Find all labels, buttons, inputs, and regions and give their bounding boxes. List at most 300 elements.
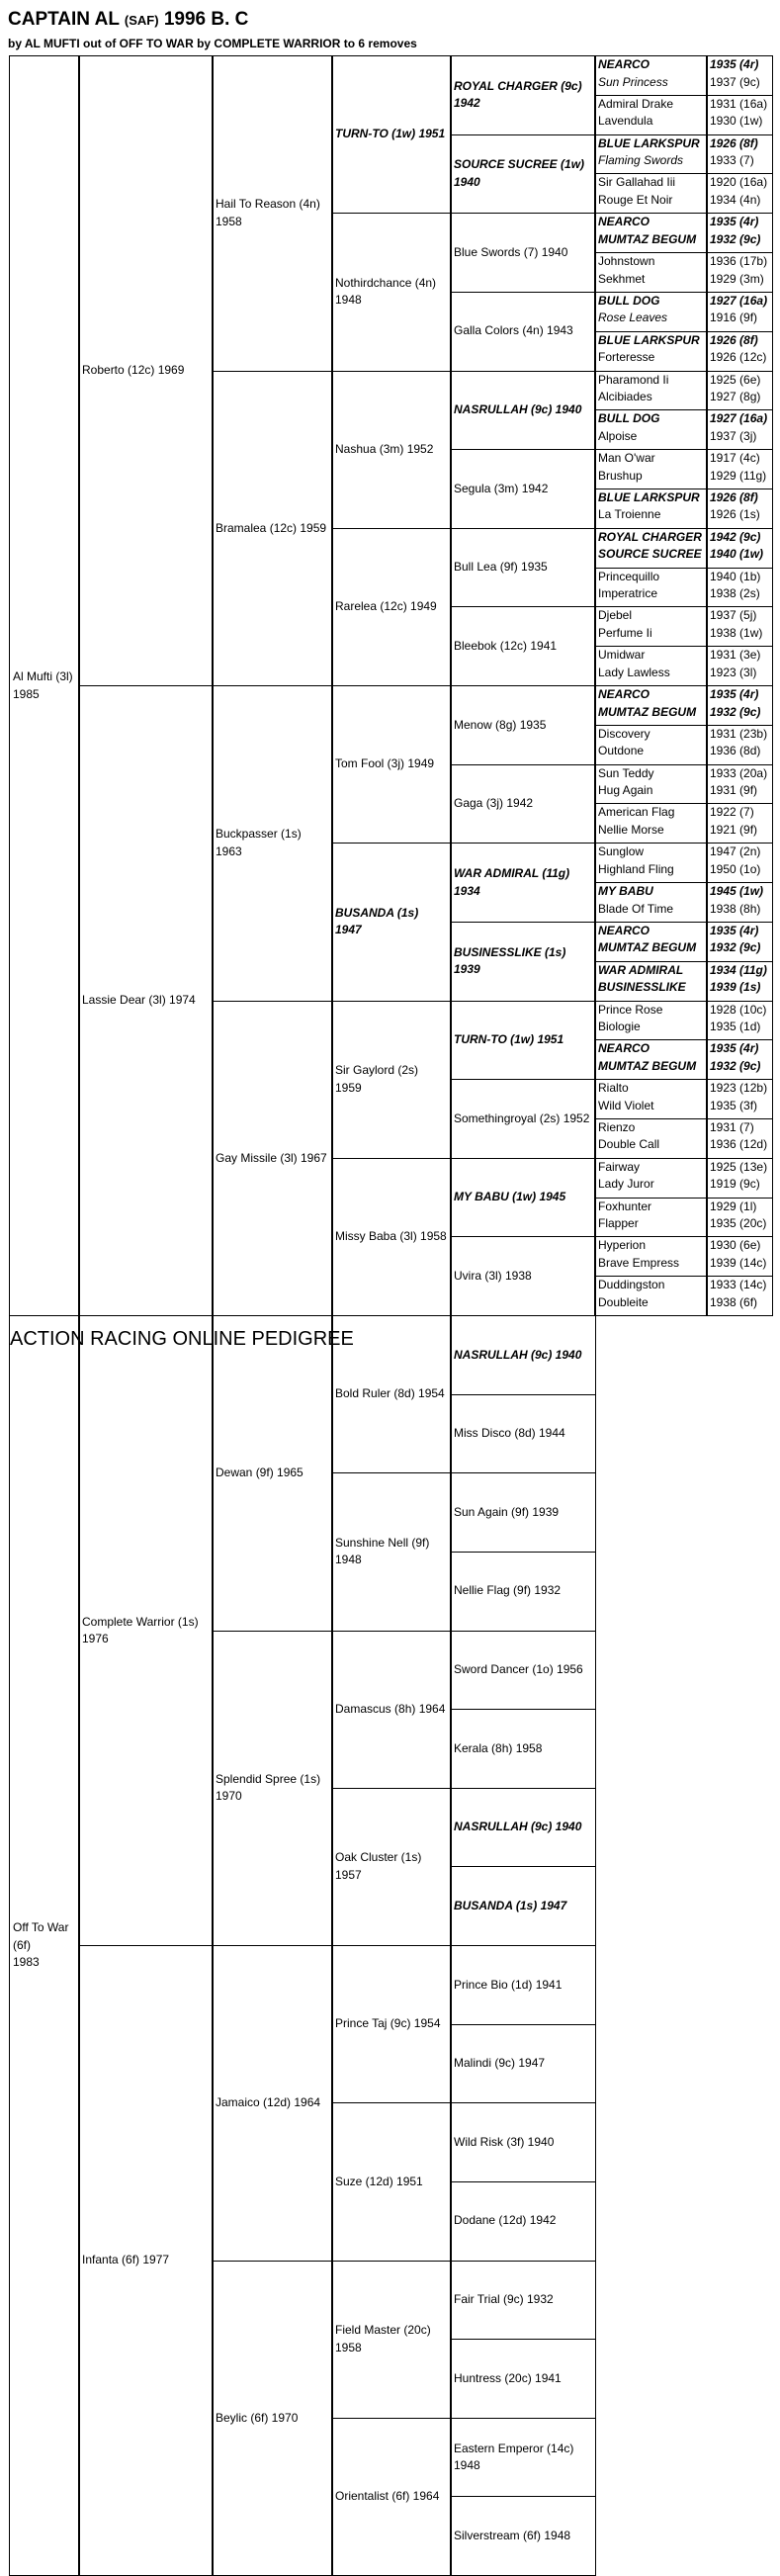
ancestor-name: Highland Fling	[598, 861, 704, 879]
ancestor-name: Outdone	[598, 743, 704, 760]
ancestor-name: Huntress (20c) 1941	[454, 2370, 562, 2388]
ancestor-name: Foxhunter	[598, 1199, 704, 1216]
gen6-ancestor-pair	[594, 1001, 708, 1041]
gen5-ancestor	[450, 2261, 596, 2341]
ancestor-name: Dewan (9f) 1965	[216, 1465, 303, 1482]
gen6-year-family	[706, 803, 773, 844]
gen6-ancestor-pair	[594, 725, 708, 765]
ancestor-family: (9f)	[739, 311, 757, 324]
ancestor-name: TURN-TO (1w) 1951	[335, 126, 445, 143]
ancestor-name: La Troienne	[598, 506, 704, 524]
gen6-ancestor-pair	[594, 528, 708, 569]
ancestor-year: 1940	[710, 570, 737, 583]
gen5-ancestor	[450, 1552, 596, 1632]
ancestor-year: 1932	[710, 940, 737, 954]
ancestor-family: (9c)	[739, 232, 760, 246]
ancestor-year-family	[710, 113, 769, 131]
gen5-ancestor	[450, 1315, 596, 1395]
ancestor-year: 1926	[710, 507, 737, 521]
ancestor-year-family	[710, 1277, 769, 1294]
ancestor-name: Wild Violet	[598, 1098, 704, 1115]
ancestor-name: Alcibiades	[598, 389, 704, 406]
gen6-year-family	[706, 843, 773, 883]
ancestor-name: Beylic (6f) 1970	[216, 2410, 298, 2428]
ancestor-year-family	[710, 450, 769, 468]
ancestor-year-family	[710, 1019, 769, 1036]
gen6-ancestor-pair	[594, 134, 708, 175]
ancestor-name: Fair Trial (9c) 1932	[454, 2291, 554, 2309]
ancestor-year-family	[710, 56, 769, 74]
ancestor-name: Miss Disco (8d) 1944	[454, 1425, 565, 1443]
ancestor-year-family	[710, 1199, 769, 1216]
ancestor-name: Bramalea (12c) 1959	[216, 520, 326, 538]
ancestor-family: (8d)	[739, 744, 760, 757]
ancestor-year-family	[710, 372, 769, 390]
gen6-year-family	[706, 528, 773, 569]
ancestor-name: Johnstown	[598, 253, 704, 271]
gen6-ancestor-pair	[594, 252, 708, 293]
ancestor-year: 1929	[710, 272, 737, 286]
ancestor-year: 1935	[710, 1099, 737, 1112]
gen6-year-family	[706, 292, 773, 332]
ancestor-year-family	[710, 686, 769, 704]
ancestor-family: (1o)	[739, 862, 760, 876]
ancestor-year: 1938	[710, 586, 737, 600]
gen6-ancestor-pair	[594, 568, 708, 608]
gen5-ancestor	[450, 606, 596, 686]
ancestor-family: (8h)	[739, 902, 760, 916]
ancestor-year: 1947	[710, 844, 737, 858]
ancestor-name: Roberto (12c) 1969	[82, 362, 184, 380]
ancestor-name: Wild Risk (3f) 1940	[454, 2134, 554, 2152]
gen5-ancestor	[450, 1945, 596, 2025]
ancestor-year: 1927	[710, 294, 737, 308]
ancestor-family: (8f)	[739, 136, 758, 150]
ancestor-year-family	[710, 743, 769, 760]
ancestor-year-family	[710, 428, 769, 446]
ancestor-name: Djebel	[598, 607, 704, 625]
ancestor-year: 1933	[710, 153, 737, 167]
gen4-ancestor	[331, 843, 452, 1001]
ancestor-name: Sir Gaylord (2s) 1959	[335, 1062, 418, 1097]
ancestor-year-family	[710, 607, 769, 625]
ancestor-family: (16a)	[739, 175, 767, 189]
ancestor-name: Flaming Swords	[598, 152, 704, 170]
gen5-ancestor	[450, 1001, 596, 1081]
gen6-year-family	[706, 1079, 773, 1119]
ancestor-name: BULL DOG	[598, 293, 704, 311]
gen6-ancestor-pair	[594, 1079, 708, 1119]
ancestor-year-family	[710, 979, 769, 997]
ancestor-year: 1939	[710, 1256, 737, 1270]
ancestor-year-family	[710, 962, 769, 980]
ancestor-name: Sunshine Nell (9f) 1948	[335, 1535, 429, 1569]
ancestor-name: MUMTAZ BEGUM	[598, 1058, 704, 1076]
ancestor-year: 1935	[710, 1216, 737, 1230]
gen5-ancestor	[450, 685, 596, 765]
gen6-year-family	[706, 55, 773, 96]
gen1-ancestor	[9, 55, 80, 1316]
ancestor-year: 1927	[710, 411, 737, 425]
ancestor-name: BLUE LARKSPUR	[598, 332, 704, 350]
ancestor-family: (9c)	[739, 940, 760, 954]
ancestor-year: 1927	[710, 390, 737, 403]
ancestor-family: (17b)	[739, 254, 767, 268]
ancestor-year-family	[710, 152, 769, 170]
ancestor-year: 1926	[710, 350, 737, 364]
gen6-ancestor-pair	[594, 1039, 708, 1080]
gen5-ancestor	[450, 764, 596, 844]
ancestor-year: 1917	[710, 451, 737, 465]
ancestor-year: 1925	[710, 1160, 737, 1174]
gen4-ancestor	[331, 1001, 452, 1159]
ancestor-year: 1929	[710, 469, 737, 483]
ancestor-year: 1932	[710, 1059, 737, 1073]
ancestor-name: Off To War (6f) 1983	[13, 1919, 68, 1972]
ancestor-name: BUSINESSLIKE	[598, 979, 704, 997]
ancestor-name: Prince Rose	[598, 1002, 704, 1020]
ancestor-year: 1932	[710, 232, 737, 246]
ancestor-family: (11g)	[739, 469, 766, 483]
ancestor-year: 1928	[710, 1003, 737, 1017]
ancestor-year: 1935	[710, 1020, 737, 1033]
ancestor-family: (20a)	[739, 766, 767, 780]
ancestor-year: 1922	[710, 805, 737, 819]
gen3-ancestor	[212, 1945, 333, 2262]
ancestor-name: Lady Lawless	[598, 665, 704, 682]
ancestor-family: (3e)	[739, 648, 760, 662]
ancestor-name: NEARCO	[598, 686, 704, 704]
ancestor-year: 1934	[710, 963, 737, 977]
ancestor-year-family	[710, 782, 769, 800]
gen6-ancestor-pair	[594, 449, 708, 489]
ancestor-year-family	[710, 253, 769, 271]
ancestor-year-family	[710, 310, 769, 327]
ancestor-year-family	[710, 271, 769, 289]
ancestor-name: Silverstream (6f) 1948	[454, 2528, 570, 2545]
ancestor-name: MY BABU (1w) 1945	[454, 1189, 565, 1206]
ancestor-name: Damascus (8h) 1964	[335, 1701, 445, 1719]
ancestor-year-family	[710, 625, 769, 643]
ancestor-year-family	[710, 923, 769, 940]
ancestor-year: 1926	[710, 333, 737, 347]
ancestor-family: (1w)	[739, 547, 763, 561]
ancestor-name: Menow (8g) 1935	[454, 717, 546, 735]
ancestor-year: 1937	[710, 429, 737, 443]
ancestor-name: BULL DOG	[598, 410, 704, 428]
ancestor-year: 1938	[710, 1295, 737, 1309]
horse-year-sex: 1996 B. C	[164, 9, 249, 30]
ancestor-year: 1936	[710, 1137, 737, 1151]
ancestor-year: 1919	[710, 1177, 737, 1191]
ancestor-name: Tom Fool (3j) 1949	[335, 755, 434, 773]
ancestor-year: 1935	[710, 1041, 737, 1055]
gen5-ancestor	[450, 1158, 596, 1238]
ancestor-family: (4c)	[739, 451, 760, 465]
gen5-ancestor	[450, 1079, 596, 1159]
ancestor-year: 1930	[710, 1238, 737, 1252]
ancestor-year: 1935	[710, 215, 737, 228]
ancestor-name: Rouge Et Noir	[598, 192, 704, 210]
ancestor-name: NASRULLAH (9c) 1940	[454, 1347, 581, 1365]
ancestor-family: (7)	[739, 1120, 754, 1134]
gen6-ancestor-pair	[594, 55, 708, 96]
ancestor-family: (9c)	[739, 1059, 760, 1073]
ancestor-year: 1933	[710, 1278, 737, 1291]
ancestor-name: Nashua (3m) 1952	[335, 441, 433, 459]
gen5-ancestor	[450, 1394, 596, 1474]
ancestor-year-family	[710, 468, 769, 486]
ancestor-name: NASRULLAH (9c) 1940	[454, 401, 581, 419]
ancestor-name: NEARCO	[598, 56, 704, 74]
ancestor-family: (1w)	[739, 884, 763, 898]
ancestor-name: Orientalist (6f) 1964	[335, 2488, 439, 2506]
gen5-ancestor	[450, 2496, 596, 2576]
ancestor-name: Uvira (3l) 1938	[454, 1268, 532, 1286]
gen4-ancestor	[331, 1788, 452, 1946]
ancestor-name: Rose Leaves	[598, 310, 704, 327]
ancestor-year-family	[710, 349, 769, 367]
gen4-ancestor	[331, 1945, 452, 2103]
ancestor-year-family	[710, 704, 769, 722]
ancestor-name: Hyperion	[598, 1237, 704, 1255]
ancestor-year-family	[710, 546, 769, 564]
ancestor-name: Princequillo	[598, 569, 704, 586]
gen6-ancestor-pair	[594, 95, 708, 135]
ancestor-family: (4n)	[739, 193, 760, 207]
gen5-ancestor	[450, 843, 596, 923]
ancestor-family: (9c)	[739, 1177, 760, 1191]
ancestor-name: Rarelea (12c) 1949	[335, 598, 437, 616]
ancestor-year: 1932	[710, 705, 737, 719]
ancestor-family: (7)	[739, 805, 754, 819]
gen6-year-family	[706, 922, 773, 962]
ancestor-year: 1936	[710, 744, 737, 757]
ancestor-name: MUMTAZ BEGUM	[598, 939, 704, 957]
ancestor-year-family	[710, 192, 769, 210]
gen5-ancestor	[450, 1631, 596, 1711]
gen6-year-family	[706, 489, 773, 529]
ancestor-name: Splendid Spree (1s) 1970	[216, 1771, 320, 1806]
ancestor-name: Bold Ruler (8d) 1954	[335, 1385, 445, 1403]
ancestor-name: Sun Teddy	[598, 765, 704, 783]
ancestor-year: 1936	[710, 254, 737, 268]
gen4-ancestor	[331, 213, 452, 371]
ancestor-year-family	[710, 214, 769, 231]
gen6-year-family	[706, 725, 773, 765]
gen6-ancestor-pair	[594, 1118, 708, 1159]
ancestor-year-family	[710, 506, 769, 524]
footer-credit: ACTION RACING ONLINE PEDIGREE	[10, 1328, 354, 1351]
ancestor-year-family	[710, 293, 769, 311]
ancestor-family: (9c)	[739, 705, 760, 719]
ancestor-name: Kerala (8h) 1958	[454, 1740, 542, 1758]
gen3-ancestor	[212, 55, 333, 372]
ancestor-family: (8f)	[739, 333, 758, 347]
gen6-ancestor-pair	[594, 1158, 708, 1199]
ancestor-name: Alpoise	[598, 428, 704, 446]
ancestor-family: (7)	[739, 153, 754, 167]
ancestor-year: 1950	[710, 862, 737, 876]
gen3-ancestor	[212, 1001, 333, 1317]
ancestor-name: Umidwar	[598, 647, 704, 665]
ancestor-year-family	[710, 726, 769, 744]
ancestor-year-family	[710, 1215, 769, 1233]
ancestor-name: BUSANDA (1s) 1947	[454, 1898, 566, 1915]
gen6-ancestor-pair	[594, 1236, 708, 1277]
gen4-ancestor	[331, 1472, 452, 1631]
ancestor-year-family	[710, 844, 769, 861]
ancestor-name: Al Mufti (3l) 1985	[13, 668, 73, 703]
ancestor-year-family	[710, 389, 769, 406]
ancestor-family: (16a)	[739, 294, 767, 308]
ancestor-family: (16a)	[739, 411, 767, 425]
gen6-year-family	[706, 331, 773, 372]
ancestor-year: 1931	[710, 648, 737, 662]
ancestor-family: (3j)	[739, 429, 756, 443]
ancestor-name: Prince Bio (1d) 1941	[454, 1977, 562, 1995]
ancestor-family: (4r)	[739, 687, 758, 701]
gen6-ancestor-pair	[594, 173, 708, 214]
ancestor-name: Imperatrice	[598, 585, 704, 603]
pedigree-subtitle: by AL MUFTI out of OFF TO WAR by COMPLETE WARRIOR to 6 removes	[8, 37, 417, 50]
ancestor-name: Man O'war	[598, 450, 704, 468]
ancestor-name: Pharamond Ii	[598, 372, 704, 390]
ancestor-year-family	[710, 569, 769, 586]
ancestor-name: BUSANDA (1s) 1947	[335, 905, 418, 939]
gen5-ancestor	[450, 922, 596, 1002]
gen3-ancestor	[212, 1631, 333, 1947]
ancestor-family: (2n)	[739, 844, 760, 858]
ancestor-year: 1945	[710, 884, 737, 898]
ancestor-name: Dodane (12d) 1942	[454, 2212, 556, 2230]
gen5-ancestor	[450, 1788, 596, 1868]
ancestor-family: (1s)	[739, 507, 760, 521]
ancestor-year-family	[710, 1040, 769, 1058]
ancestor-name: Brave Empress	[598, 1255, 704, 1273]
gen6-year-family	[706, 95, 773, 135]
ancestor-name: Fairway	[598, 1159, 704, 1177]
ancestor-year-family	[710, 1159, 769, 1177]
ancestor-family: (6e)	[739, 1238, 760, 1252]
ancestor-family: (12c)	[739, 350, 766, 364]
gen6-year-family	[706, 173, 773, 214]
ancestor-name: Brushup	[598, 468, 704, 486]
ancestor-year: 1931	[710, 783, 737, 797]
gen4-ancestor	[331, 1631, 452, 1789]
gen6-year-family	[706, 685, 773, 726]
ancestor-year: 1940	[710, 547, 737, 561]
gen6-ancestor-pair	[594, 292, 708, 332]
ancestor-year-family	[710, 901, 769, 919]
ancestor-family: (9c)	[739, 530, 760, 544]
ancestor-family: (9c)	[739, 75, 760, 89]
gen6-year-family	[706, 568, 773, 608]
ancestor-year: 1923	[710, 1081, 737, 1095]
ancestor-year-family	[710, 861, 769, 879]
horse-country: (SAF)	[125, 13, 159, 28]
ancestor-name: Segula (3m) 1942	[454, 481, 548, 498]
ancestor-year: 1930	[710, 114, 737, 128]
gen6-year-family	[706, 213, 773, 253]
gen5-ancestor	[450, 134, 596, 215]
gen6-year-family	[706, 1236, 773, 1277]
gen6-ancestor-pair	[594, 606, 708, 647]
ancestor-year-family	[710, 174, 769, 192]
ancestor-family: (9f)	[739, 823, 757, 837]
gen4-ancestor	[331, 55, 452, 214]
ancestor-name: American Flag	[598, 804, 704, 822]
ancestor-family: (4r)	[739, 924, 758, 937]
ancestor-year-family	[710, 1080, 769, 1098]
gen6-year-family	[706, 1039, 773, 1080]
ancestor-year: 1933	[710, 766, 737, 780]
ancestor-year: 1931	[710, 1120, 737, 1134]
ancestor-year: 1935	[710, 924, 737, 937]
ancestor-family: (3m)	[739, 272, 764, 286]
ancestor-name: Buckpasser (1s) 1963	[216, 826, 302, 860]
gen6-year-family	[706, 606, 773, 647]
ancestor-family: (13e)	[739, 1160, 767, 1174]
ancestor-family: (1w)	[739, 114, 762, 128]
horse-name: CAPTAIN AL	[8, 9, 120, 30]
gen6-ancestor-pair	[594, 961, 708, 1002]
gen6-ancestor-pair	[594, 843, 708, 883]
gen6-ancestor-pair	[594, 213, 708, 253]
ancestor-family: (1s)	[739, 980, 760, 994]
ancestor-name: Perfume Ii	[598, 625, 704, 643]
ancestor-year: 1942	[710, 530, 737, 544]
ancestor-name: Sunglow	[598, 844, 704, 861]
gen2-ancestor	[78, 55, 214, 686]
ancestor-name: MUMTAZ BEGUM	[598, 231, 704, 249]
ancestor-name: Sekhmet	[598, 271, 704, 289]
ancestor-year-family	[710, 529, 769, 547]
gen6-ancestor-pair	[594, 331, 708, 372]
ancestor-name: Rienzo	[598, 1119, 704, 1137]
ancestor-name: Gay Missile (3l) 1967	[216, 1150, 327, 1168]
gen2-ancestor	[78, 685, 214, 1316]
gen5-ancestor	[450, 292, 596, 372]
ancestor-year: 1926	[710, 136, 737, 150]
ancestor-family: (4r)	[739, 1041, 758, 1055]
ancestor-year-family	[710, 939, 769, 957]
ancestor-family: (1d)	[739, 1020, 760, 1033]
gen2-ancestor	[78, 1315, 214, 1946]
ancestor-name: Double Call	[598, 1136, 704, 1154]
ancestor-name: Sir Gallahad Iii	[598, 174, 704, 192]
gen6-ancestor-pair	[594, 1276, 708, 1316]
ancestor-year-family	[710, 1237, 769, 1255]
ancestor-year-family	[710, 585, 769, 603]
ancestor-family: (2s)	[739, 586, 760, 600]
ancestor-family: (6f)	[739, 1295, 757, 1309]
ancestor-year: 1939	[710, 980, 737, 994]
ancestor-year-family	[710, 96, 769, 114]
ancestor-year-family	[710, 804, 769, 822]
ancestor-name: NASRULLAH (9c) 1940	[454, 1819, 581, 1836]
ancestor-name: ROYAL CHARGER (9c) 1942	[454, 78, 582, 113]
gen4-ancestor	[331, 685, 452, 844]
ancestor-name: Biologie	[598, 1019, 704, 1036]
ancestor-name: Duddingston	[598, 1277, 704, 1294]
gen5-ancestor	[450, 371, 596, 451]
gen6-ancestor-pair	[594, 803, 708, 844]
ancestor-name: Sun Again (9f) 1939	[454, 1504, 559, 1522]
ancestor-name: Flapper	[598, 1215, 704, 1233]
ancestor-family: (10c)	[739, 1003, 766, 1017]
gen6-year-family	[706, 252, 773, 293]
